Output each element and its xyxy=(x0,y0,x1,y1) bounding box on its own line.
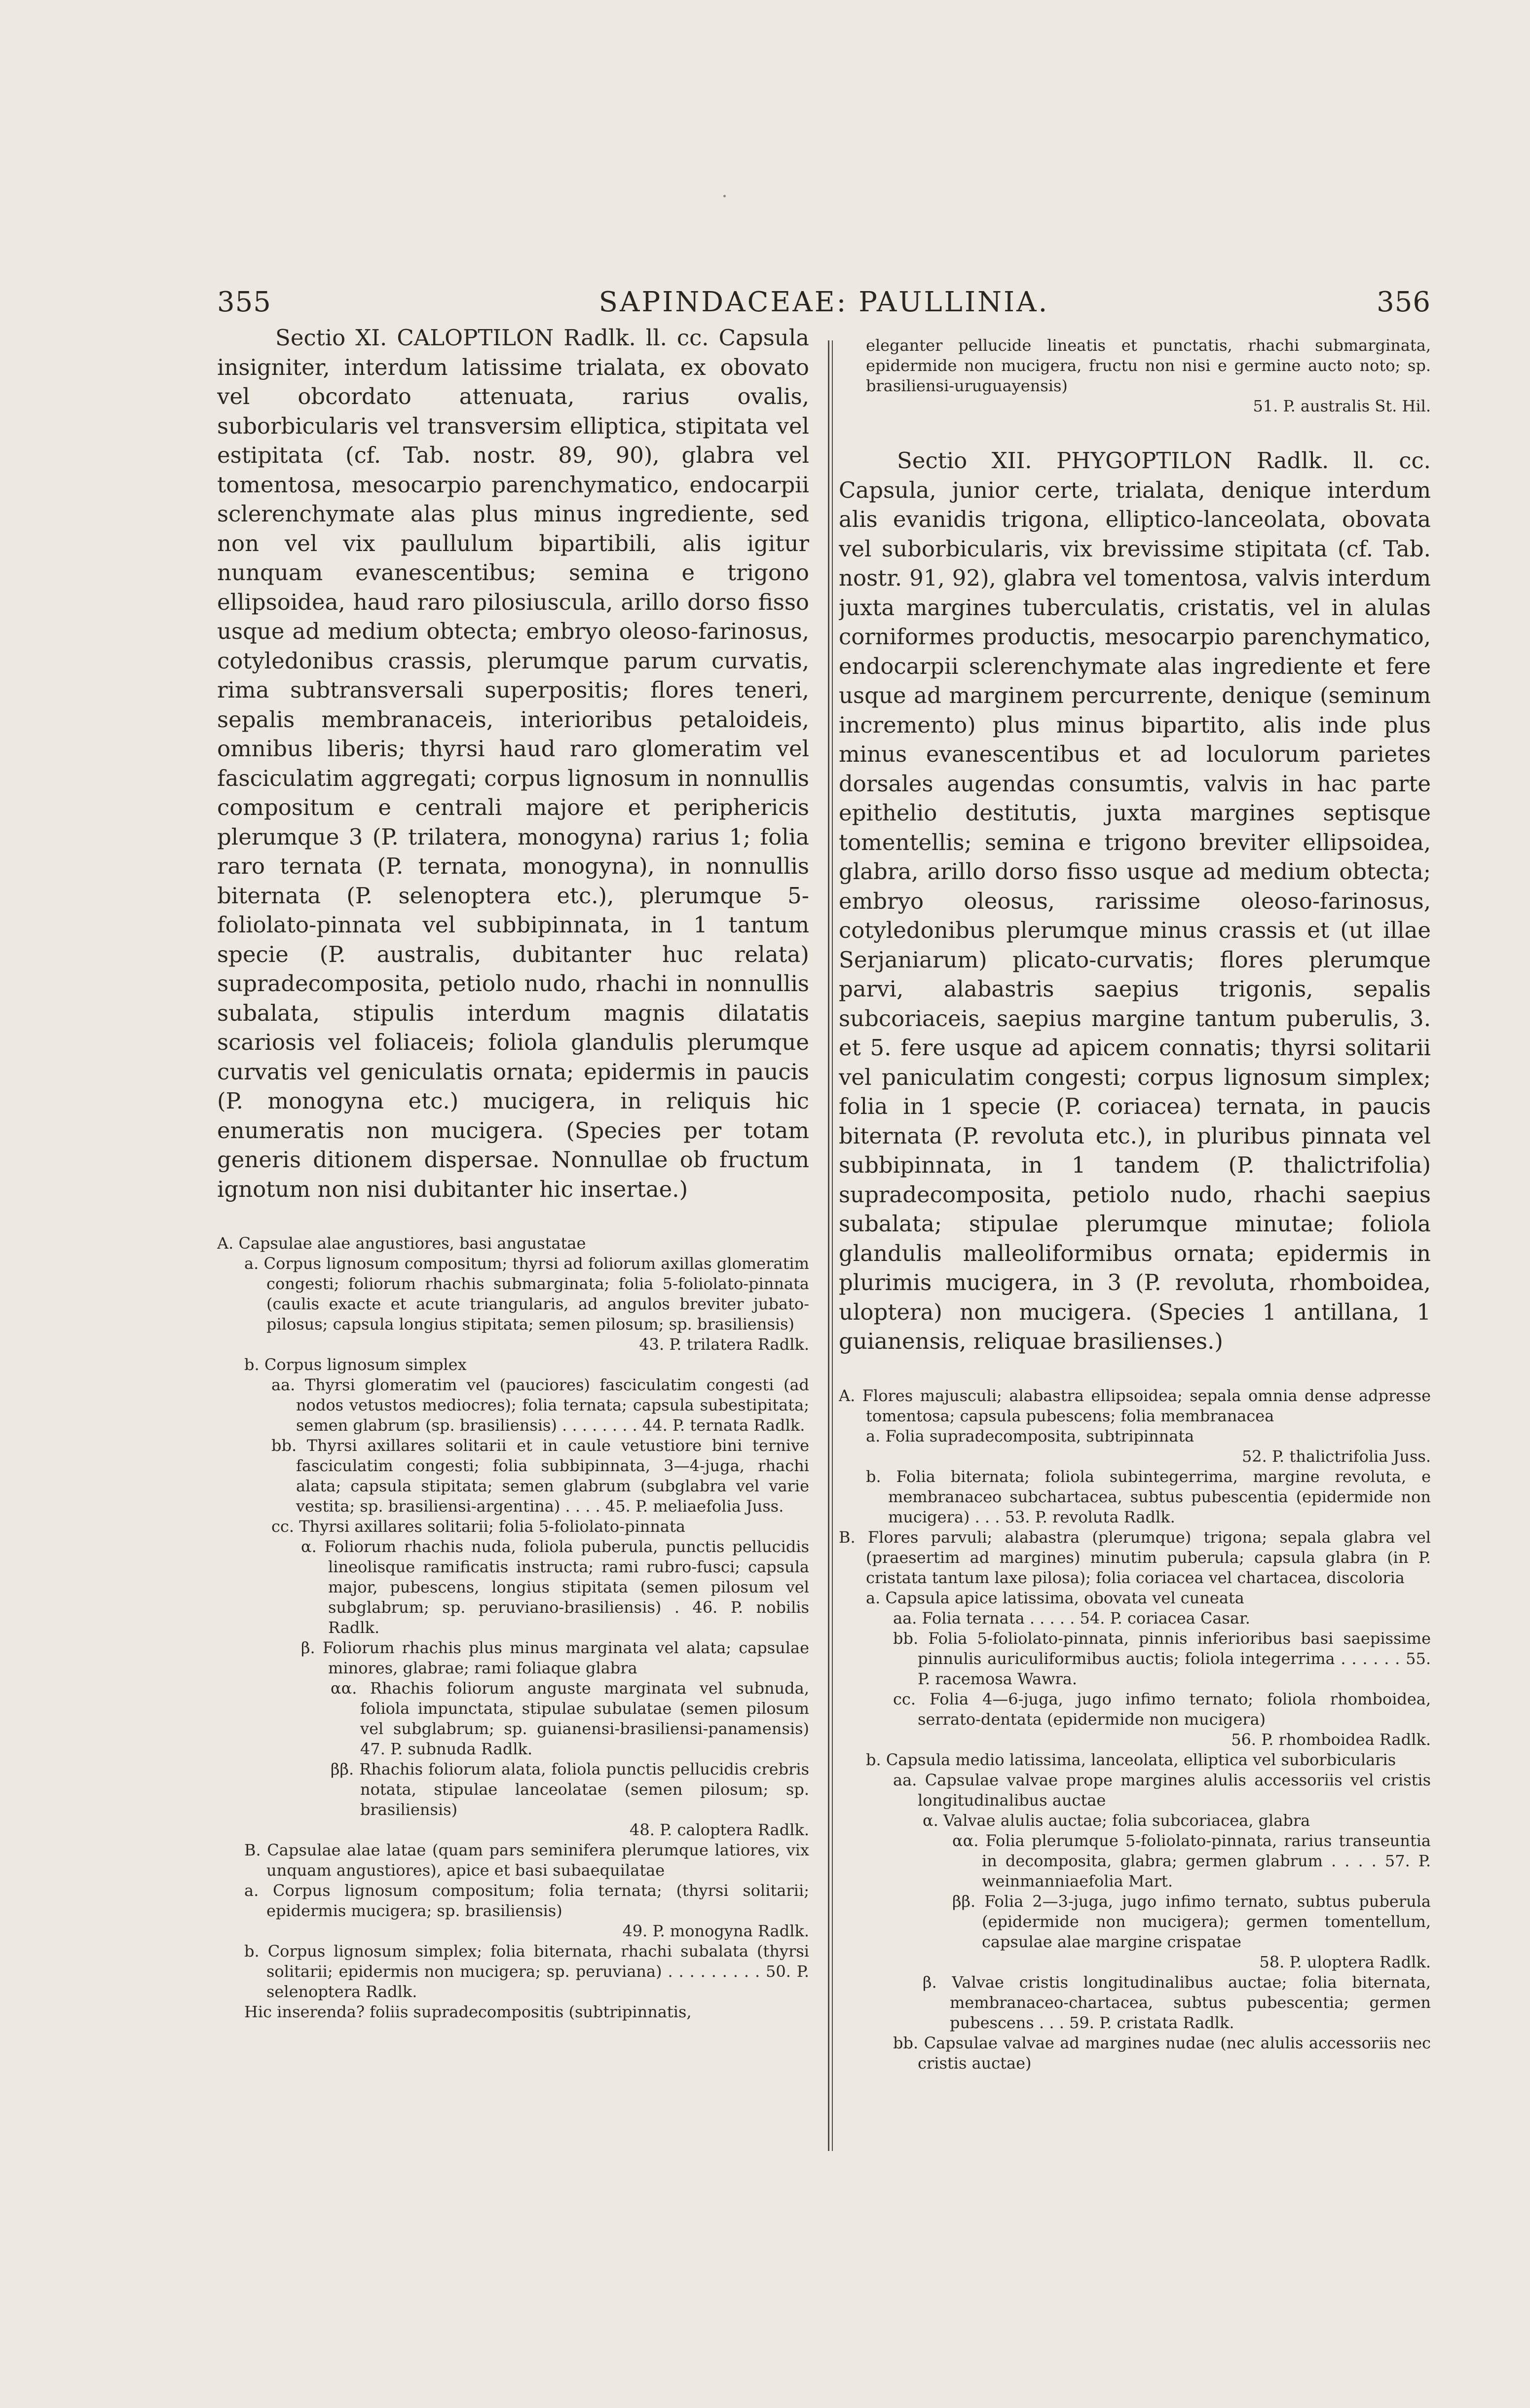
spacer xyxy=(217,1204,809,1233)
column-divider-rule xyxy=(828,340,829,2151)
key-entry: bb. Folia 5-foliolato-pinnata, pinnis inferioribus basi saepissime pinnulis auriculiformibus auctis; foliola integerrima . . . . . . 55. P. racemosa Wawra. xyxy=(893,1629,1431,1688)
sectio-xi-paragraph: Sectio XI. CALOPTILON Radlk. ll. cc. Capsula insigniter, interdum latissime trialata, ex obovato vel obcordato attenuata, rarius ovalis, suborbicularis vel transversim elliptica, stipitata vel estipitata (cf. Tab. nostr. 89, 90), glabra vel tomentosa, mesocarpio parenchymatico, endocarpii sclerenchymate alas plus minus ingrediente, sed non vel vix paullulum bipartibili, alis igitur nunquam evanescentibus; semina e trigono ellipsoidea, haud raro pilosiuscula, arillo dorso fisso usque ad medium obtecta; embryo oleoso-farinosus, cotyledonibus crassis, plerumque parum curvatis, rima subtransversali superpositis; flores teneri, sepalis membranaceis, interioribus petaloideis, omnibus liberis; thyrsi haud raro glomeratim vel fasciculatim aggregati; corpus lignosum in nonnullis compositum e centrali majore et periphericis plerumque 3 (P. trilatera, monogyna) rarius 1; folia raro ternata (P. ternata, monogyna), in nonnullis biternata (P. selenoptera etc.), plerumque 5-foliolato-pinnata vel subbipinnata, in 1 tantum specie (P. australis, dubitanter huc relata) supradecomposita, petiolo nudo, rhachi in nonnullis subalata, stipulis interdum magnis dilatatis scariosis vel foliaceis; foliola glandulis plerumque curvatis vel geniculatis ornata; epidermis in paucis (P. monogyna etc.) mucigera, in reliquis hic enumeratis non mucigera. (Species per totam generis ditionem dispersae. Nonnullae ob fructum ignotum non nisi dubitanter hic insertae.) xyxy=(217,325,809,1202)
spacer xyxy=(839,1356,1431,1386)
species-entry: 49. P. monogyna Radlk. xyxy=(622,1922,809,1940)
right-key xyxy=(839,1386,1431,2074)
key-entry: α. Valvae alulis auctae; folia subcoriacea, glabra xyxy=(923,1811,1310,1830)
column-divider-rule-second xyxy=(832,340,833,2151)
running-title: SAPINDACEAE: PAULLINIA. xyxy=(598,286,1049,318)
key-entry: A. Capsulae alae angustiores, basi angustatae xyxy=(217,1234,586,1253)
right-page-number: 356 xyxy=(1377,286,1431,318)
species-entry: 43. P. trilatera Radlk. xyxy=(639,1335,809,1354)
species-entry: 56. P. rhomboidea Radlk. xyxy=(1231,1730,1431,1749)
key-entry: ββ. Rhachis foliorum alata, foliola punctis pellucidis crebris notata, stipulae lanceolatae (semen pilosum; sp. brasiliensis) xyxy=(331,1760,809,1819)
left-page-number: 355 xyxy=(217,286,271,318)
right-key-continuation xyxy=(839,335,1431,416)
key-entry: a. Corpus lignosum compositum; folia ternata; (thyrsi solitarii; epidermis mucigera; sp. brasiliensis) xyxy=(244,1881,809,1920)
sectio-xii-paragraph: Sectio XII. PHYGOPTILON Radlk. ll. cc. Capsula, junior certe, trialata, denique interdum alis evanidis trigona, elliptico-lanceolata, obovata vel suborbicularis, vix brevissime stipitata (cf. Tab. nostr. 91, 92), glabra vel tomentosa, valvis interdum juxta margines tuberculatis, cristatis, vel in alulas corniformes productis, mesocarpio parenchymatico, endocarpii sclerenchymate alas ingrediente et fere usque ad marginem percurrente, denique (seminum incremento) plus minus bipartito, alis inde plus minus evanescentibus et ad loculorum parietes dorsales augendas consumtis, valvis in hac parte epithelio destitutis, juxta margines septisque tomentellis; semina e trigono breviter ellipsoidea, glabra, arillo dorso fisso usque ad medium obtecta; embryo oleosus, rarissime oleoso-farinosus, cotyledonibus plerumque minus crassis et (ut illae Serjaniarum) plicato-curvatis; flores plerumque parvi, alabastris saepius trigonis, sepalis subcoriaceis, saepius margine tantum puberulis, 3. et 5. fere usque ad apicem connatis; thyrsi solitarii vel paniculatim congesti; corpus lignosum simplex; folia in 1 specie (P. coriacea) ternata, in paucis biternata (P. revoluta etc.), in pluribus pinnata vel subbipinnata, in 1 tandem (P. thalictrifolia) supradecomposita, petiolo nudo, rhachi saepius subalata; stipulae plerumque minutae; foliola glandulis malleoliformibus ornata; epidermis in plurimis mucigera, in 3 (P. revoluta, rhomboidea, uloptera) non mucigera. (Species 1 antillana, 1 guianensis, reliquae brasilienses.) xyxy=(839,447,1431,1354)
key-entry: αα. Folia plerumque 5-foliolato-pinnata, rarius transeuntia in decomposita, glabra; germen glabrum . . . . 57. P. weinmanniaefolia Mart. xyxy=(952,1831,1431,1890)
key-entry: aa. Folia ternata . . . . . 54. P. coriacea Casar. xyxy=(893,1608,1250,1628)
key-entry: αα. Rhachis foliorum anguste marginata vel subnuda, foliola impunctata, stipulae subulatae (semen pilosum vel subglabrum; sp. guianensi-brasiliensi-panamensis) 47. P. subnuda Radlk. xyxy=(331,1679,809,1758)
left-column xyxy=(217,323,809,2395)
left-key xyxy=(217,1233,809,2022)
right-column xyxy=(839,335,1431,2398)
key-entry: a. Capsula apice latissima, obovata vel cuneata xyxy=(866,1588,1244,1607)
key-entry: b. Folia biternata; foliola subintegerrima, margine revoluta, e membranaceo subchartacea, subtus pubescentia (epidermide non mucigera) . . . 53. P. revoluta Radlk. xyxy=(866,1467,1431,1526)
key-entry: aa. Thyrsi glomeratim vel (pauciores) fasciculatim congesti (ad nodos vetustos mediocres); folia ternata; capsula subestipitata; semen glabrum (sp. brasiliensis) . . . . . . . . 44. P. ternata Radlk. xyxy=(271,1375,809,1435)
key-entry: Hic inserenda? foliis supradecompositis (subtripinnatis, xyxy=(244,2002,692,2021)
key-entry: bb. Capsulae valvae ad margines nudae (nec alulis accessoriis nec cristis auctae) xyxy=(893,2033,1431,2073)
key-entry: β. Valvae cristis longitudinalibus auctae; folia biternata, membranaceo-chartacea, subtus pubescentia; germen pubescens . . . 59. P. cristata Radlk. xyxy=(923,1972,1431,2032)
key-entry: b. Corpus lignosum simplex; folia biternata, rhachi subalata (thyrsi solitarii; epidermis non mucigera; sp. peruviana) . . . . . . . . . 50. P. selenoptera Radlk. xyxy=(244,1942,809,2001)
key-entry: b. Capsula medio latissima, lanceolata, elliptica vel suborbicularis xyxy=(866,1750,1396,1769)
species-entry: 48. P. caloptera Radlk. xyxy=(630,1820,809,1839)
key-entry: ββ. Folia 2—3-juga, jugo infimo ternato, subtus puberula (epidermide non mucigera); germen tomentellum, capsulae alae margine crispatae xyxy=(952,1891,1431,1951)
key-entry: β. Foliorum rhachis plus minus marginata vel alata; capsulae minores, glabrae; rami foliaque glabra xyxy=(301,1638,809,1677)
key-entry: cc. Thyrsi axillares solitarii; folia 5-foliolato-pinnata xyxy=(271,1517,685,1536)
species-entry: 52. P. thalictrifolia Juss. xyxy=(1241,1446,1431,1466)
species-entry: 51. P. australis St. Hil. xyxy=(1253,397,1431,415)
key-entry: eleganter pellucide lineatis et punctatis, rhachi submarginata, epidermide non mucigera, fructu non nisi e germine aucto noto; sp. brasiliensi-uruguayensis) xyxy=(866,336,1431,395)
key-entry: A. Flores majusculi; alabastra ellipsoidea; sepala omnia dense adpresse tomentosa; capsula pubescens; folia membranacea xyxy=(839,1386,1431,1425)
spacer xyxy=(839,416,1431,446)
key-entry: cc. Folia 4—6-juga, jugo infimo ternato; foliola rhomboidea, serrato-dentata (epidermide non mucigera) xyxy=(893,1689,1431,1729)
key-entry: a. Folia supradecomposita, subtripinnata xyxy=(866,1426,1194,1445)
running-header xyxy=(217,276,1431,321)
species-entry: 58. P. uloptera Radlk. xyxy=(1259,1952,1431,1971)
key-entry: aa. Capsulae valvae prope margines alulis accessoriis vel cristis longitudinalibus auctae xyxy=(893,1770,1431,1810)
key-entry: α. Foliorum rhachis nuda, foliola puberula, punctis pellucidis lineolisque ramificatis instructa; rami rubro-fusci; capsula major, pubescens, longius stipitata (semen pilosum vel subglabrum; sp. peruviano-brasiliensis) . 46. P. nobilis Radlk. xyxy=(301,1537,809,1637)
key-entry: b. Corpus lignosum simplex xyxy=(244,1355,467,1374)
key-entry: B. Flores parvuli; alabastra (plerumque) trigona; sepala glabra vel (praesertim ad margines) minutim puberula; capsula glabra (in P. cristata tantum laxe pilosa); folia coriacea vel chartacea, discoloria xyxy=(839,1527,1431,1587)
page-speck xyxy=(723,195,726,197)
key-entry: a. Corpus lignosum compositum; thyrsi ad foliorum axillas glomeratim congesti; foliorum rhachis submarginata; folia 5-foliolato-pinnata (caulis exacte et acute triangularis, ad angulos breviter jubato-pilosus; capsula longius stipitata; semen pilosum; sp. brasiliensis) xyxy=(244,1254,809,1334)
key-entry: bb. Thyrsi axillares solitarii et in caule vetustiore bini ternive fasciculatim congesti; folia subbipinnata, 3—4-juga, rhachi alata; capsula stipitata; semen glabrum (subglabra vel varie vestita; sp. brasiliensi-argentina) . . . . 45. P. meliaefolia Juss. xyxy=(271,1436,809,1516)
key-entry: B. Capsulae alae latae (quam pars seminifera plerumque latiores, vix unquam angustiores), apice et basi subaequilatae xyxy=(244,1841,809,1880)
